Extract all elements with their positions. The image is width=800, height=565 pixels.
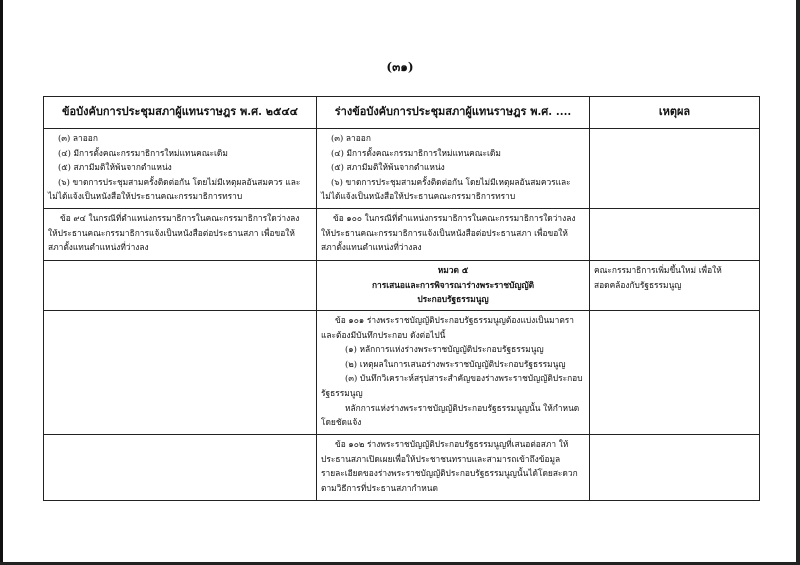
clause-line: ข้อ ๙๔ ในกรณีที่ตำแหน่งกรรมาธิการในคณะกรรมาธิการใดว่างลง xyxy=(60,213,300,223)
table-row xyxy=(44,129,760,209)
table-row xyxy=(44,435,760,501)
draft-cell xyxy=(317,129,590,209)
clause-line: (๒) เหตุผลในการเสนอร่างพระราชบัญญัติประกอบรัฐธรรมนูญ xyxy=(345,358,566,369)
page-number: (๓๑) xyxy=(386,60,414,74)
clause-line: (๕) สภามีมติให้พ้นจากตำแหน่ง xyxy=(331,162,445,173)
clause-line: (๓) ลาออก xyxy=(58,133,98,143)
clause-line: หลักการแห่งร่างพระราชบัญญัติประกอบรัฐธรรมนูญนั้น ให้กำหนด xyxy=(345,402,580,413)
current-cell xyxy=(44,261,317,311)
draft-cell xyxy=(317,435,590,501)
clause-line: ไม่ได้แจ้งเป็นหนังสือให้ประธานคณะกรรมาธิการทราบ xyxy=(48,191,243,202)
comparison-table xyxy=(43,96,760,501)
reason-cell xyxy=(590,209,760,261)
clause-line: (๔) มีการตั้งคณะกรรมาธิการใหม่แทนคณะเดิม xyxy=(331,147,501,158)
table-row xyxy=(44,311,760,435)
clause-line: ให้ประธานคณะกรรมาธิการแจ้งเป็นหนังสือต่อประธานสภา เพื่อขอให้ xyxy=(321,227,568,238)
draft-cell xyxy=(317,261,590,311)
table-row xyxy=(44,261,760,311)
reason-text: สอดคล้องกับรัฐธรรมนูญ xyxy=(594,279,682,290)
scan-edge-left xyxy=(0,0,3,565)
clause-line: (๔) มีการตั้งคณะกรรมาธิการใหม่แทนคณะเดิม xyxy=(58,147,228,158)
clause-line: สภาตั้งแทนตำแหน่งที่ว่างลง xyxy=(48,242,149,253)
reason-cell xyxy=(590,435,760,501)
current-cell xyxy=(44,311,317,435)
clause-line: สภาตั้งแทนตำแหน่งที่ว่างลง xyxy=(321,242,422,253)
clause-line: (๓) ลาออก xyxy=(331,133,371,143)
chapter-title: ประกอบรัฐธรรมนูญ xyxy=(417,294,489,305)
clause-line: ตามวิธีการที่ประธานสภากำหนด xyxy=(321,482,438,493)
header-current-regulation: ข้อบังคับการประชุมสภาผู้แทนราษฎร พ.ศ. ๒๕๔๔ xyxy=(44,97,317,129)
clause-line: และต้องมีบันทึกประกอบ ดังต่อไปนี้ xyxy=(321,329,446,340)
clause-line: (๕) สภามีมติให้พ้นจากตำแหน่ง xyxy=(58,162,172,173)
clause-line: (๖) ขาดการประชุมสามครั้งติดต่อกัน โดยไม่มีเหตุผลอันสมควรและ xyxy=(331,176,571,187)
reason-cell xyxy=(590,261,760,311)
clause-line: รายละเอียดของร่างพระราชบัญญัติประกอบรัฐธรรมนูญนั้นได้โดยสะดวก xyxy=(321,468,578,479)
clause-line: ให้ประธานคณะกรรมาธิการแจ้งเป็นหนังสือต่อประธานสภา เพื่อขอให้ xyxy=(48,227,295,238)
current-cell xyxy=(44,129,317,209)
reason-text: คณะกรรมาธิการเพิ่มขึ้นใหม่ เพื่อให้ xyxy=(594,265,722,275)
clause-line: (๖) ขาดการประชุมสามครั้งติดต่อกัน โดยไม่มีเหตุผลอันสมควร และ xyxy=(58,176,301,187)
table-header-row xyxy=(44,97,760,129)
header-reason: เหตุผล xyxy=(590,97,760,129)
reason-cell xyxy=(590,129,760,209)
chapter-title: การเสนอและการพิจารณาร่างพระราชบัญญัติ xyxy=(371,279,535,290)
clause-line: ข้อ ๑๐๑ ร่างพระราชบัญญัติประกอบรัฐธรรมนูญต้องแบ่งเป็นมาตรา xyxy=(335,315,575,325)
current-cell xyxy=(44,209,317,261)
clause-line: ข้อ ๑๐๐ ในกรณีที่ตำแหน่งกรรมาธิการในคณะกรรมาธิการใดว่างลง xyxy=(333,213,576,223)
clause-line: (๓) บันทึกวิเคราะห์สรุปสาระสำคัญของร่างพระราชบัญญัติประกอบ xyxy=(345,373,583,384)
clause-line: ประธานสภาเปิดเผยเพื่อให้ประชาชนทราบและสามารถเข้าถึงข้อมูล xyxy=(321,453,561,464)
scan-edge-right xyxy=(796,0,800,565)
table-row xyxy=(44,209,760,261)
clause-line: รัฐธรรมนูญ xyxy=(321,387,363,398)
chapter-label: หมวด ๕ xyxy=(437,265,469,275)
reason-cell xyxy=(590,311,760,435)
clause-line: ไม่ได้แจ้งเป็นหนังสือให้ประธานคณะกรรมาธิการทราบ xyxy=(321,191,516,202)
clause-line: โดยชัดแจ้ง xyxy=(321,417,362,428)
current-cell xyxy=(44,435,317,501)
clause-line: (๑) หลักการแห่งร่างพระราชบัญญัติประกอบรัฐธรรมนูญ xyxy=(345,344,544,355)
clause-line: ข้อ ๑๐๒ ร่างพระราชบัญญัติประกอบรัฐธรรมนูญที่เสนอต่อสภา ให้ xyxy=(335,439,569,449)
header-draft-regulation: ร่างข้อบังคับการประชุมสภาผู้แทนราษฎร พ.ศ. .... xyxy=(317,97,590,129)
draft-cell xyxy=(317,209,590,261)
draft-cell xyxy=(317,311,590,435)
